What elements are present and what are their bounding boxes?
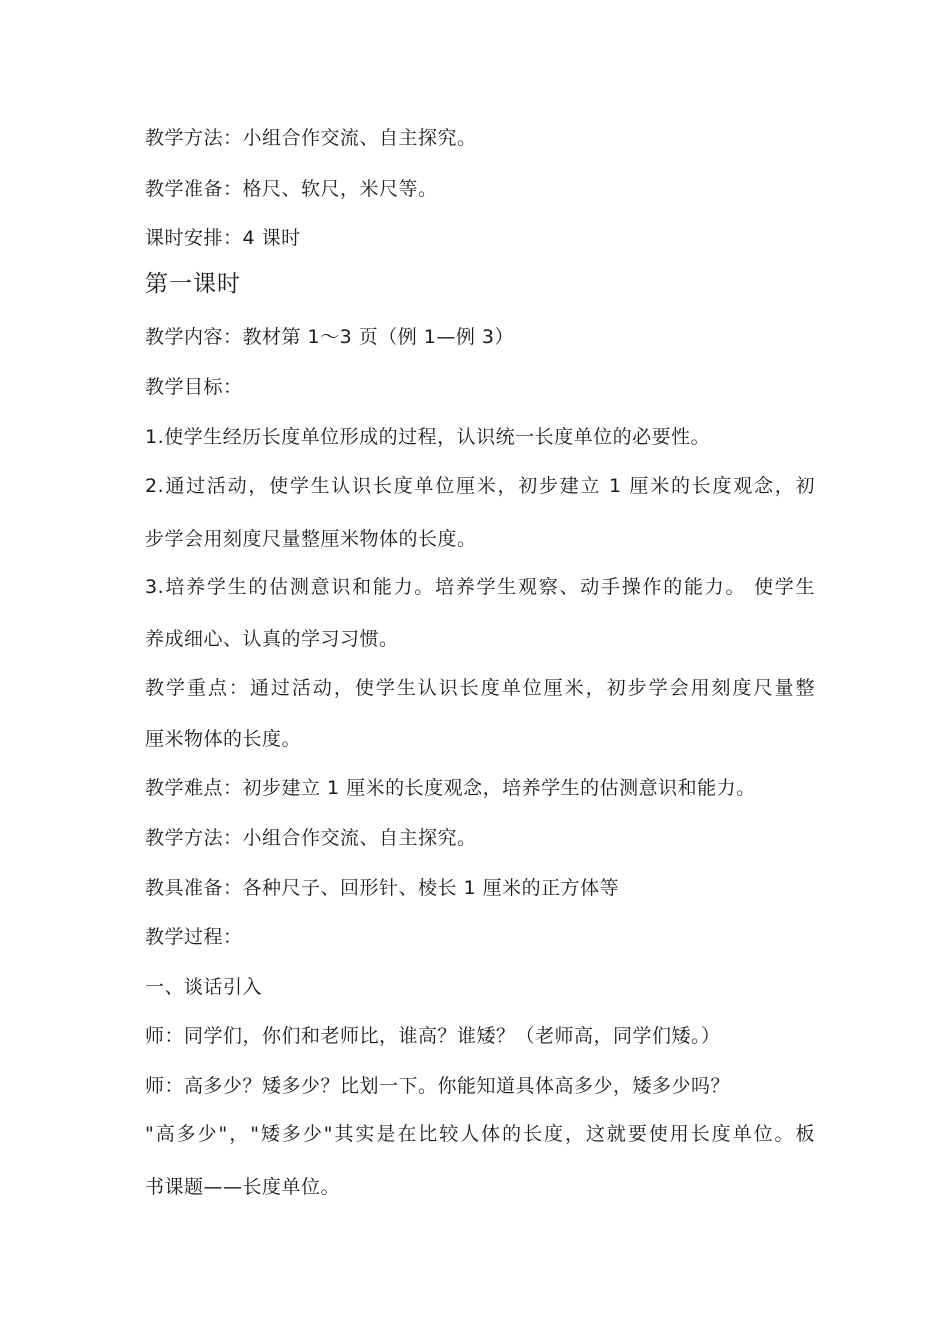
difficulties-line: 教学难点：初步建立 1 厘米的长度观念，培养学生的估测意识和能力。 — [145, 777, 756, 799]
dialogue-line-3b: 书课题——长度单位。 — [145, 1176, 341, 1198]
class-schedule-line: 课时安排：4 课时 — [145, 227, 301, 249]
dialogue-line-3a: "高多少"，"矮多少"其实是在比较人体的长度，这就要使用长度单位。板 — [145, 1123, 815, 1145]
section-one-heading: 一、谈话引入 — [145, 976, 263, 998]
goal-3-line-b: 养成细心、认真的学习习惯。 — [145, 628, 399, 650]
key-points-line-b: 厘米物体的长度。 — [145, 728, 302, 750]
dialogue-line-2: 师：高多少？矮多少？比划一下。你能知道具体高多少，矮多少吗？ — [145, 1075, 731, 1097]
goal-3-line-a: 3.培养学生的估测意识和能力。培养学生观察、动手操作的能力。 使学生 — [145, 576, 815, 598]
key-points-line-a: 教学重点：通过活动，使学生认识长度单位厘米，初步学会用刻度尺量整 — [145, 677, 815, 699]
teaching-aids-line: 教具准备：各种尺子、回形针、棱长 1 厘米的正方体等 — [145, 877, 620, 899]
dialogue-line-1: 师：同学们，你们和老师比，谁高？谁矮？（老师高，同学们矮。） — [145, 1025, 721, 1047]
goal-2-line-b: 步学会用刻度尺量整厘米物体的长度。 — [145, 528, 477, 550]
goal-1-line: 1.使学生经历长度单位形成的过程，认识统一长度单位的必要性。 — [145, 426, 711, 448]
teaching-content-line: 教学内容：教材第 1～3 页（例 1—例 3） — [145, 326, 515, 348]
method-line-2: 教学方法：小组合作交流、自主探究。 — [145, 827, 477, 849]
teaching-method-line: 教学方法：小组合作交流、自主探究。 — [145, 127, 477, 149]
teaching-preparation-line: 教学准备：格尺、软尺，米尺等。 — [145, 178, 438, 200]
lesson-one-heading: 第一课时 — [145, 271, 241, 297]
teaching-process-label: 教学过程： — [145, 926, 243, 948]
teaching-goals-label: 教学目标： — [145, 376, 243, 398]
goal-2-line-a: 2.通过活动，使学生认识长度单位厘米，初步建立 1 厘米的长度观念，初 — [145, 475, 815, 497]
